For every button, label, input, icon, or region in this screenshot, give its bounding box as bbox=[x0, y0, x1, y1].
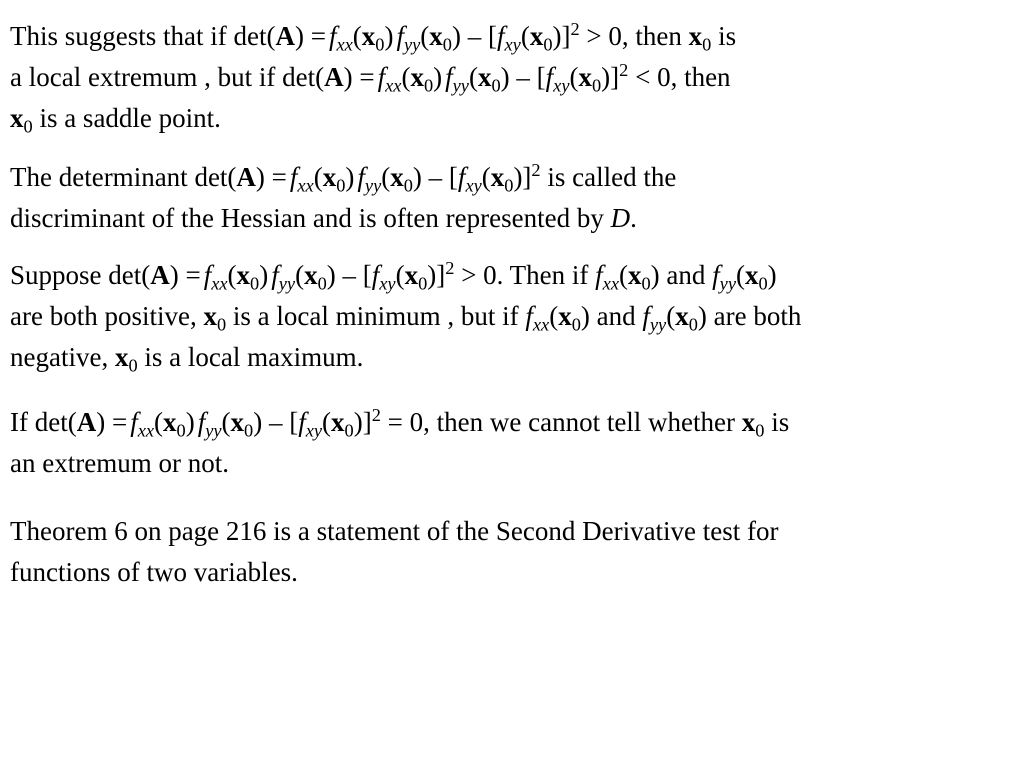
subscript-yy bbox=[205, 421, 221, 441]
subscript-xx-text: xx bbox=[336, 34, 353, 55]
paragraph-4-line-2 bbox=[10, 443, 1014, 484]
function-f: f bbox=[197, 407, 206, 437]
minus-bracket: – [ bbox=[509, 62, 546, 92]
text-run: is called the bbox=[540, 162, 677, 192]
x0-symbol bbox=[688, 21, 712, 55]
subscript-zero: 0 bbox=[504, 175, 514, 196]
subscript-xy bbox=[379, 274, 395, 294]
subscript-zero: 0 bbox=[244, 420, 254, 441]
bracket-close: )] bbox=[552, 21, 571, 51]
subscript-yy bbox=[453, 76, 469, 96]
paren-open: ( bbox=[468, 62, 478, 92]
fxx-term bbox=[289, 162, 355, 196]
fyy-term bbox=[396, 21, 461, 55]
subscript-xy-text: xy bbox=[504, 34, 521, 55]
paragraph-extremum-saddle bbox=[10, 16, 1014, 139]
x0-symbol bbox=[627, 260, 651, 294]
det-function: det( bbox=[108, 260, 151, 290]
function-f: f bbox=[445, 62, 453, 92]
subscript-zero: 0 bbox=[688, 314, 698, 335]
matrix-a: A bbox=[150, 260, 170, 290]
paragraph-inconclusive-case bbox=[10, 402, 1014, 484]
det-function: det( bbox=[194, 162, 237, 192]
subscript-xy bbox=[505, 35, 521, 55]
fyy-term bbox=[642, 301, 707, 335]
subscript-xx bbox=[603, 274, 619, 294]
x-bold: x bbox=[410, 62, 424, 92]
subscript-zero: 0 bbox=[755, 420, 765, 441]
subscript-yy bbox=[404, 35, 420, 55]
text-run: . bbox=[630, 203, 637, 233]
subscript-zero: 0 bbox=[571, 314, 581, 335]
paren-open: ( bbox=[395, 260, 405, 290]
det-function: det( bbox=[282, 62, 325, 92]
paren-close: ) bbox=[451, 21, 461, 51]
text-run: discriminant of the Hessian and is often represented by bbox=[10, 203, 611, 233]
subscript-yy-text: yy bbox=[649, 314, 667, 335]
paren-close: ) bbox=[697, 301, 707, 331]
subscript-xx bbox=[138, 421, 154, 441]
x0-symbol bbox=[404, 260, 428, 294]
paragraph-3-line-1 bbox=[10, 255, 1014, 296]
paren-close: ) bbox=[650, 260, 660, 290]
paren-open: ( bbox=[520, 21, 530, 51]
x0-symbol bbox=[163, 407, 186, 441]
x0-symbol bbox=[529, 21, 553, 55]
x0-symbol bbox=[331, 407, 354, 441]
x-bold: x bbox=[10, 103, 24, 133]
subscript-zero: 0 bbox=[442, 34, 452, 55]
subscript-zero: 0 bbox=[128, 355, 138, 376]
paren-open: ( bbox=[481, 162, 491, 192]
paragraph-discriminant-definition bbox=[10, 157, 1014, 239]
function-f: f bbox=[203, 260, 212, 290]
text-run: > 0, then bbox=[579, 21, 689, 51]
subscript-zero: 0 bbox=[418, 273, 428, 294]
x-bold: x bbox=[744, 260, 759, 290]
x0-symbol bbox=[390, 162, 413, 196]
x0-symbol bbox=[230, 407, 254, 441]
text-run: This suggests that if bbox=[10, 21, 234, 51]
paragraph-2-line-2 bbox=[10, 198, 1014, 239]
subscript-yy-text: yy bbox=[278, 273, 296, 294]
function-f: f bbox=[328, 21, 337, 51]
fyy-term bbox=[271, 260, 336, 294]
x0-symbol bbox=[741, 407, 765, 441]
x0-symbol bbox=[477, 62, 501, 96]
paren-close: ) bbox=[185, 407, 195, 437]
text-run: Suppose bbox=[10, 260, 109, 290]
minus-bracket: – [ bbox=[262, 407, 299, 437]
minus-bracket: – [ bbox=[421, 162, 458, 192]
matrix-a: A bbox=[76, 407, 97, 437]
fyy-term bbox=[357, 162, 422, 196]
subscript-zero: 0 bbox=[23, 116, 33, 137]
function-f: f bbox=[371, 260, 380, 290]
paragraph-2-line-1 bbox=[10, 157, 1014, 198]
x0-symbol bbox=[361, 21, 385, 55]
superscript-two: 2 bbox=[445, 257, 455, 278]
equals-sign: ) = bbox=[343, 62, 375, 92]
function-f: f bbox=[712, 260, 720, 290]
paren-open: ( bbox=[549, 301, 559, 331]
subscript-xx-text: xx bbox=[385, 75, 402, 96]
function-f: f bbox=[130, 407, 138, 437]
subscript-zero: 0 bbox=[403, 175, 413, 196]
fxx-term bbox=[203, 260, 269, 294]
paragraph-theorem-reference bbox=[10, 511, 1014, 593]
x-bold: x bbox=[477, 62, 492, 92]
x-bold: x bbox=[163, 407, 177, 437]
fxx-term bbox=[595, 260, 660, 294]
equals-sign: ) = bbox=[255, 162, 287, 192]
paren-open: ( bbox=[322, 407, 332, 437]
function-f: f bbox=[595, 260, 603, 290]
x0-symbol bbox=[114, 342, 138, 376]
discriminant-symbol-d: D bbox=[610, 203, 631, 233]
x0-symbol bbox=[322, 162, 346, 196]
subscript-yy bbox=[650, 315, 666, 335]
equals-sign: ) = bbox=[294, 21, 326, 51]
x-bold: x bbox=[490, 162, 505, 192]
subscript-yy-text: yy bbox=[719, 273, 736, 294]
paragraph-min-max-conditions bbox=[10, 255, 1014, 378]
paren-open: ( bbox=[295, 260, 305, 290]
subscript-zero: 0 bbox=[336, 175, 346, 196]
text-run: The determinant bbox=[10, 162, 195, 192]
function-f: f bbox=[642, 301, 650, 331]
paren-close: ) bbox=[253, 407, 263, 437]
fxx-term bbox=[525, 301, 590, 335]
x-bold: x bbox=[741, 407, 756, 437]
paren-open: ( bbox=[735, 260, 745, 290]
discriminant-expression bbox=[194, 159, 541, 196]
subscript-xx bbox=[336, 35, 352, 55]
function-f: f bbox=[271, 260, 279, 290]
text-run: are both bbox=[706, 301, 802, 331]
x0-symbol bbox=[578, 62, 602, 96]
paren-close: ) bbox=[767, 260, 777, 290]
x-bold: x bbox=[236, 260, 251, 290]
function-f: f bbox=[357, 162, 365, 192]
text-run: is a local minimum , but if bbox=[226, 301, 526, 331]
text-run: < 0, then bbox=[628, 62, 731, 92]
subscript-xy bbox=[553, 76, 569, 96]
function-f: f bbox=[545, 62, 554, 92]
subscript-zero: 0 bbox=[758, 273, 768, 294]
paragraph-1-line-2 bbox=[10, 57, 1014, 98]
subscript-zero: 0 bbox=[375, 34, 385, 55]
paragraph-1-line-3 bbox=[10, 98, 1014, 139]
subscript-xx-text: xx bbox=[297, 175, 314, 196]
bracket-close: )] bbox=[427, 260, 446, 290]
x-bold: x bbox=[361, 21, 376, 51]
x-bold: x bbox=[578, 62, 592, 92]
matrix-a: A bbox=[236, 162, 256, 192]
text-run: = 0, then we cannot tell whether bbox=[380, 407, 742, 437]
x-bold: x bbox=[322, 162, 337, 192]
subscript-yy-text: yy bbox=[452, 75, 469, 96]
x-bold: x bbox=[529, 21, 544, 51]
subscript-zero: 0 bbox=[317, 273, 327, 294]
x0-symbol bbox=[429, 21, 452, 55]
paren-close: ) bbox=[345, 162, 355, 192]
minus-bracket: – [ bbox=[460, 21, 497, 51]
text-run: is bbox=[711, 21, 737, 51]
equals-sign: ) = bbox=[169, 260, 201, 290]
x0-symbol bbox=[490, 162, 514, 196]
text-run: are both positive, bbox=[10, 301, 204, 331]
paren-open: ( bbox=[313, 162, 323, 192]
x-bold: x bbox=[203, 301, 217, 331]
bracket-close: )] bbox=[353, 407, 372, 437]
x-bold: x bbox=[627, 260, 642, 290]
matrix-a: A bbox=[275, 21, 295, 51]
subscript-zero: 0 bbox=[641, 273, 651, 294]
x0-symbol bbox=[10, 103, 33, 137]
x0-symbol bbox=[744, 260, 768, 294]
x-bold: x bbox=[558, 301, 572, 331]
subscript-xy-text: xy bbox=[305, 420, 323, 441]
subscript-xy-text: xy bbox=[553, 75, 570, 96]
text-run: If bbox=[10, 407, 35, 437]
paren-close: ) bbox=[259, 260, 269, 290]
subscript-xx bbox=[385, 76, 401, 96]
subscript-xy bbox=[465, 176, 481, 196]
subscript-xx-text: xx bbox=[532, 314, 550, 335]
subscript-xx bbox=[297, 176, 313, 196]
subscript-yy bbox=[720, 274, 736, 294]
superscript-two: 2 bbox=[570, 18, 580, 39]
equals-sign: ) = bbox=[96, 407, 128, 437]
discriminant-expression bbox=[233, 18, 580, 55]
function-f: f bbox=[289, 162, 298, 192]
det-function: det( bbox=[233, 21, 276, 51]
text-run: is a saddle point. bbox=[32, 103, 221, 133]
paren-open: ( bbox=[618, 260, 628, 290]
function-f: f bbox=[496, 21, 505, 51]
paragraph-1-line-1 bbox=[10, 16, 1014, 57]
paren-open: ( bbox=[666, 301, 676, 331]
text-run: and bbox=[659, 260, 713, 290]
paren-close: ) bbox=[580, 301, 590, 331]
minus-bracket: – [ bbox=[335, 260, 372, 290]
subscript-yy bbox=[279, 274, 295, 294]
subscript-xx-text: xx bbox=[602, 273, 619, 294]
x0-symbol bbox=[558, 301, 581, 335]
text-run: a local extremum , but if bbox=[10, 62, 283, 92]
paren-open: ( bbox=[352, 21, 362, 51]
subscript-xy bbox=[306, 421, 322, 441]
subscript-xx bbox=[211, 274, 227, 294]
fxx-term bbox=[328, 21, 394, 55]
subscript-zero: 0 bbox=[176, 420, 186, 441]
paren-open: ( bbox=[401, 62, 411, 92]
subscript-xy-text: xy bbox=[379, 273, 396, 294]
x-bold: x bbox=[429, 21, 443, 51]
subscript-zero: 0 bbox=[216, 314, 227, 335]
x-bold: x bbox=[404, 260, 419, 290]
x0-symbol bbox=[304, 260, 327, 294]
x0-symbol bbox=[675, 301, 698, 335]
paren-open: ( bbox=[227, 260, 237, 290]
x0-symbol bbox=[236, 260, 260, 294]
function-f: f bbox=[457, 162, 466, 192]
function-f: f bbox=[396, 21, 404, 51]
paren-close: ) bbox=[412, 162, 422, 192]
paragraph-4-line-1 bbox=[10, 402, 1014, 443]
text-run: is bbox=[764, 407, 790, 437]
paren-close: ) bbox=[384, 21, 394, 51]
function-f: f bbox=[377, 62, 386, 92]
text-run: > 0. Then if bbox=[454, 260, 596, 290]
bracket-close: )] bbox=[513, 162, 532, 192]
fyy-term bbox=[445, 62, 510, 96]
fxx-term bbox=[377, 62, 443, 96]
x-bold: x bbox=[114, 342, 129, 372]
det-function: det( bbox=[34, 407, 77, 437]
subscript-yy-text: yy bbox=[364, 175, 382, 196]
function-f: f bbox=[298, 407, 306, 437]
text-run: negative, bbox=[10, 342, 115, 372]
subscript-zero: 0 bbox=[591, 75, 602, 96]
x0-symbol bbox=[410, 62, 434, 96]
paragraph-5-line-2: functions of two variables. bbox=[10, 557, 298, 587]
discriminant-expression bbox=[108, 257, 455, 294]
paragraph-3-line-2 bbox=[10, 296, 1014, 337]
subscript-zero: 0 bbox=[250, 273, 260, 294]
discriminant-expression bbox=[282, 59, 629, 96]
paren-open: ( bbox=[420, 21, 430, 51]
paren-close: ) bbox=[500, 62, 510, 92]
superscript-two: 2 bbox=[619, 59, 629, 80]
text-run: an extremum or not. bbox=[10, 448, 229, 478]
x-bold: x bbox=[331, 407, 345, 437]
paren-close: ) bbox=[326, 260, 336, 290]
subscript-xx-text: xx bbox=[211, 273, 228, 294]
paragraph-5-line-1: Theorem 6 on page 216 is a statement of the Second Derivative test for bbox=[10, 516, 779, 546]
x0-symbol bbox=[203, 301, 227, 335]
x-bold: x bbox=[304, 260, 318, 290]
x-bold: x bbox=[675, 301, 689, 331]
subscript-xx bbox=[533, 315, 549, 335]
subscript-zero: 0 bbox=[702, 34, 712, 55]
x-bold: x bbox=[230, 407, 245, 437]
subscript-yy bbox=[365, 176, 381, 196]
x-bold: x bbox=[390, 162, 404, 192]
paren-close: ) bbox=[433, 62, 443, 92]
subscript-xy-text: xy bbox=[465, 175, 482, 196]
paren-open: ( bbox=[154, 407, 164, 437]
superscript-two: 2 bbox=[531, 159, 541, 180]
subscript-zero: 0 bbox=[344, 420, 354, 441]
x-bold: x bbox=[688, 21, 703, 51]
matrix-a: A bbox=[324, 62, 344, 92]
fyy-term bbox=[712, 260, 777, 294]
subscript-zero: 0 bbox=[543, 34, 553, 55]
paragraph-3-line-3 bbox=[10, 337, 1014, 378]
fyy-term bbox=[197, 407, 263, 441]
text-run: is a local maximum. bbox=[137, 342, 364, 372]
superscript-two: 2 bbox=[371, 404, 381, 425]
subscript-xx-text: xx bbox=[137, 420, 155, 441]
paren-open: ( bbox=[569, 62, 579, 92]
paren-open: ( bbox=[381, 162, 391, 192]
discriminant-expression bbox=[34, 404, 381, 441]
paren-open: ( bbox=[221, 407, 231, 437]
subscript-zero: 0 bbox=[423, 75, 434, 96]
function-f: f bbox=[525, 301, 533, 331]
bracket-close: )] bbox=[601, 62, 620, 92]
text-run: and bbox=[589, 301, 643, 331]
subscript-yy-text: yy bbox=[205, 420, 222, 441]
subscript-yy-text: yy bbox=[403, 34, 421, 55]
subscript-zero: 0 bbox=[491, 75, 501, 96]
fxx-term bbox=[130, 407, 195, 441]
